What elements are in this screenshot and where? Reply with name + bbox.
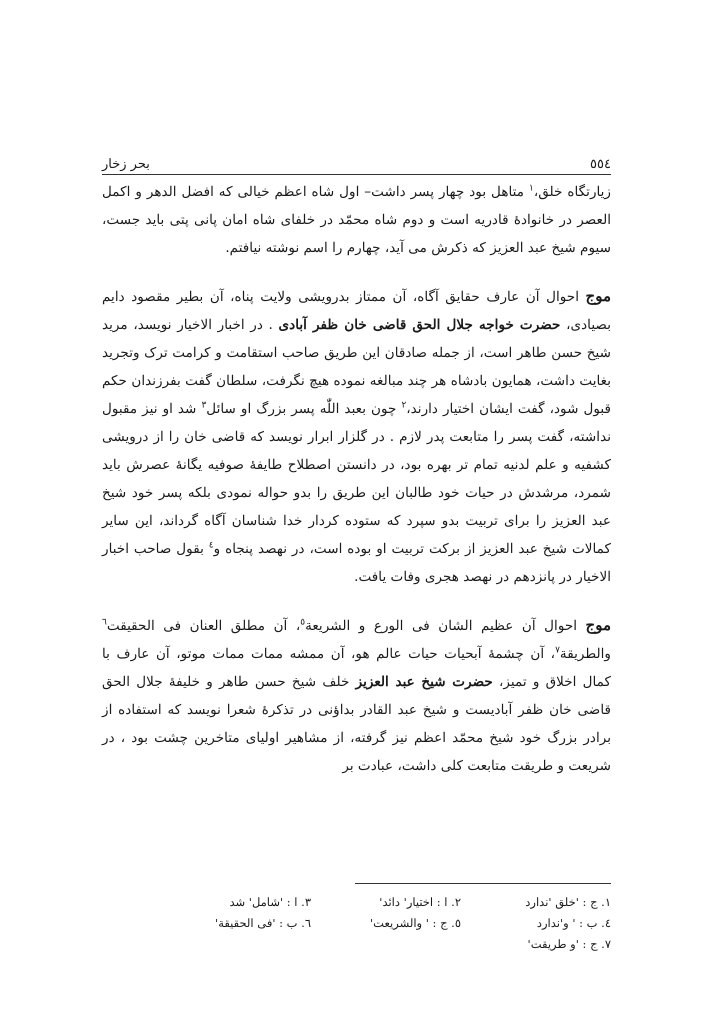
footnote-ref: ٥ [300, 617, 306, 628]
section-marker: موج [585, 287, 611, 305]
text-run: متاهل بود چهار پسر داشت– اول شاه اعظم خیالی که افضل الدهر و اکمل العصر در خانوادهٔ قادریه است و دوم شاه محمّد در خلفای شاه امان پانی پتی باید جست، سیوم شیخ عبد العزیز که ذکرش می آید، چهارم را اسم نوشته نیافتم. [102, 184, 611, 256]
running-title: بحر زخار [102, 157, 150, 172]
text-run: خلف شیخ حسن طاهر و خلیفهٔ جلال الحق قاضی خان ظفر آبادیست و شیخ عبد القادر بداؤنی در تذکرهٔ شعرا نویسد که استفاده از برادر بزرگ خود شیخ محمّد اعظم نیز گرفته، از مشاهیر اولیای متاخرین چشت بود ، در شریعت و طریقت متابعت کلی داشت، عبادت بر [102, 674, 611, 774]
text-run: . در اخبار الاخیار نویسد، مرید شیخ حسن طاهر است، از جمله صادقان این طریق صاحب استقامت و کرامت ترک وتجرید بغایت داشت، همایون بادشاه هر چند مبالغه نموده هیچ نگرفت، سلطان گفت بفرزندان حکم قبول شود، گفت ایشان اختیار دارند، [102, 317, 611, 417]
person-name: حضرت خواجه جلال الحق قاضی خان ظفر آبادی [278, 317, 561, 333]
footnote: ٢. ا : اختیار' دائد' [379, 895, 461, 909]
person-name: حضرت شیخ عبد العزیز [355, 674, 493, 690]
footnote: ٦. ب : 'فی الحقیقة' [215, 916, 311, 930]
page-number: ٥٥٤ [590, 157, 611, 172]
text-run: احوال آن عارف حقایق آگاه، آن ممتاز بدرویشی ولایت پناه، آن بطیر مقصود دایم بصیادی، [102, 289, 611, 333]
footnote-ref: ٧ [555, 645, 560, 656]
paragraph-2 [102, 282, 611, 591]
paragraph-3 [102, 611, 611, 780]
footnote-row [102, 913, 611, 934]
footnote: ٧. ج : 'و طریقت' [527, 937, 611, 951]
text-run: چون بعبد اللّٰه پسر بزرگ او سائل [206, 401, 402, 417]
footnote: ٤. ب : ' و'ندارد [536, 916, 611, 930]
footnote: ٥. ج : ' والشریعت' [370, 916, 461, 930]
header-rule [102, 174, 611, 175]
footnote: ٣. ا : 'شامل' شد [229, 895, 311, 909]
main-text [102, 178, 611, 780]
text-run: والطریقة [559, 646, 611, 662]
footnote-row [102, 892, 611, 913]
page-header [102, 150, 611, 172]
footnote-ref: ٢ [401, 400, 407, 411]
footnote-ref: ٣ [201, 400, 207, 411]
footnote-ref: ١ [528, 183, 534, 194]
paragraph-1 [102, 178, 611, 262]
text-run: شد او نیز مقبول نداشته، گفت پسر را متابعت پدر لازم . در گلزار ابرار نویسد که قاضی خان را از درویشی کشفیه و علم لدنیه تمام تر بهره بود، در دانستن اصطلاح طایفهٔ صوفیه یگانهٔ عصرش باید شمرد، مرشدش در حیات خود طالبان این طریق را بدو حواله نمودی بلکه پسر خود شیخ عبد العزیز را برای تربیت بدو سپرد که ستوده کردار خدا شناسان آگاه گرداند، این سایر کمالات شیخ عبد العزیز از برکت تربیت او بوده است، در نهصد پنجاه و [102, 401, 611, 557]
footnote-ref: ٤ [208, 540, 214, 551]
footnote-ref: ٦ [102, 617, 107, 628]
text-run: زیارتگاه خلق، [533, 184, 611, 200]
footnotes [102, 892, 611, 955]
section-marker: موج [585, 616, 611, 634]
footnote-rule [355, 883, 611, 884]
text-run: ، آن مطلق العنان فی الحقیقت [106, 618, 301, 634]
footnote-row [102, 934, 611, 955]
text-run: بقول صاحب اخبار الاخیار در پانزدهم در نهصد هجری وفات یافت. [102, 541, 611, 585]
text-run: ، آن چشمهٔ آبحیات حیات عالم هو، آن ممشه ممات ممات موتو، آن عارف با کمال اخلاق و تمیز، [102, 646, 611, 690]
footnote: ١. ج : 'خلق 'ندارد [525, 895, 611, 909]
text-run: احوال آن عظیم الشان فی الورع و الشریعة [305, 618, 586, 634]
